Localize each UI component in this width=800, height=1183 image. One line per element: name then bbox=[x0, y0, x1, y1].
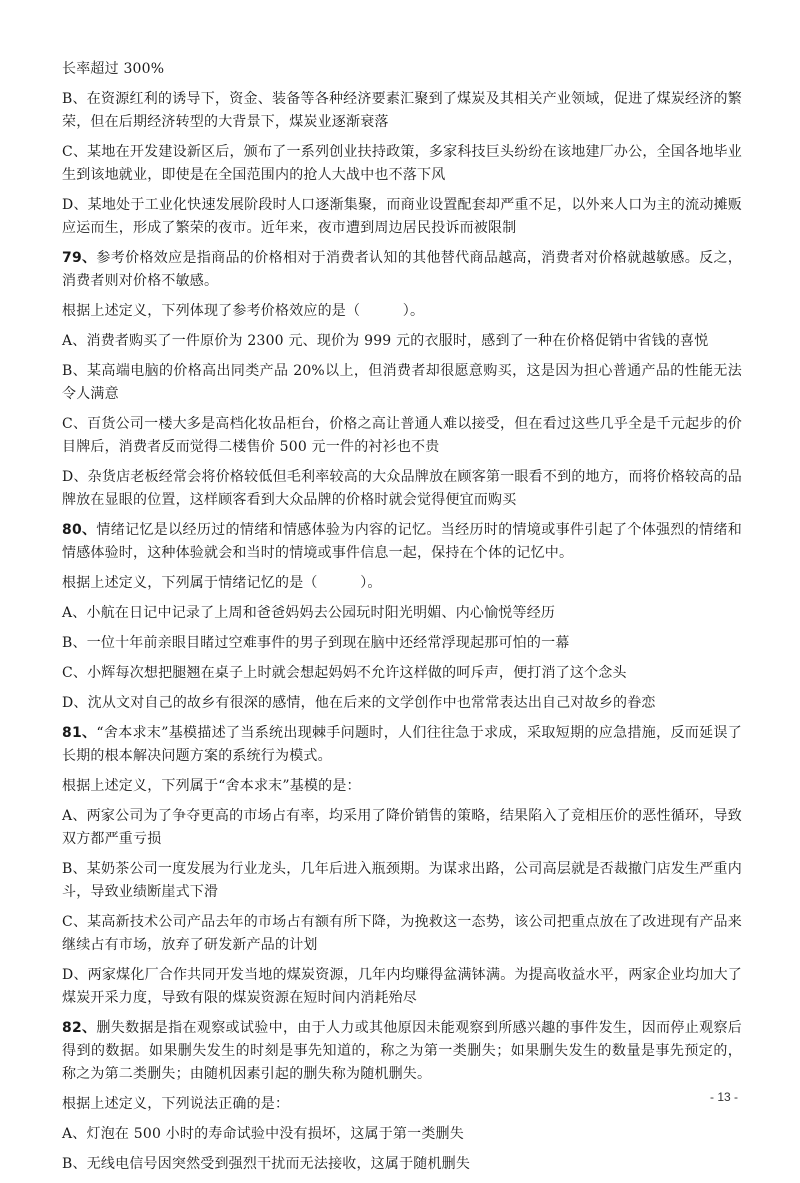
question-80-option-b: B、一位十年前亲眼目睹过空难事件的男子到现在脑中还经常浮现起那可怕的一幕 bbox=[62, 635, 570, 651]
page-number: - 13 - bbox=[709, 1090, 738, 1104]
question-number: 81、 bbox=[62, 725, 97, 741]
question-81-option-d: D、两家煤化厂合作共同开发当地的煤炭资源，几年内均赚得盆满钵满。为提高收益水平，两家企业均加大了煤炭开采力度，导致有限的煤炭资源在短时间内消耗殆尽 bbox=[62, 967, 742, 1006]
option-c: C、某地在开发建设新区后，颁布了一系列创业扶持政策，多家科技巨头纷纷在该地建厂办公，全国各地毕业生到该地就业，即使是在全国范围内的抢人大战中也不落下风 bbox=[62, 144, 742, 183]
question-text: 删失数据是指在观察或试验中，由于人力或其他原因未能观察到所感兴趣的事件发生，因而停止观察后得到的数据。如果删失发生的时刻是事先知道的，称之为第一类删失；如果删失发生的数量是事先预定的，称之为第二类删失；由随机因素引起的删失称为随机删失。 bbox=[62, 1020, 742, 1082]
question-number: 79、 bbox=[62, 250, 97, 266]
question-79-stem bbox=[62, 247, 742, 293]
question-79-option-d: D、杂货店老板经常会将价格较低但毛利率较高的大众品牌放在顾客第一眼看不到的地方，而将价格较高的品牌放在显眼的位置，这样顾客看到大众品牌的价格时就会觉得便宜而购买 bbox=[62, 469, 742, 508]
question-text: 情绪记忆是以经历过的情绪和情感体验为内容的记忆。当经历时的情境或事件引起了个体强烈的情绪和情感体验时，这种体验就会和当时的情境或事件信息一起，保持在个体的记忆中。 bbox=[62, 522, 742, 561]
question-80-option-d: D、沈从文对自己的故乡有很深的感情，他在后来的文学创作中也常常表达出自己对故乡的眷恋 bbox=[62, 695, 656, 711]
question-81-option-b: B、某奶茶公司一度发展为行业龙头，几年后进入瓶颈期。为谋求出路，公司高层就是否裁撤门店发生严重内斗，导致业绩断崖式下滑 bbox=[62, 861, 742, 900]
question-81-option-c: C、某高新技术公司产品去年的市场占有额有所下降，为挽救这一态势，该公司把重点放在了改进现有产品来继续占有市场，放弃了研发新产品的计划 bbox=[62, 914, 742, 953]
question-80-ask: 根据上述定义，下列属于情绪记忆的是（ ）。 bbox=[62, 575, 382, 591]
question-text: “舍本求末”基模描述了当系统出现棘手问题时，人们往往急于求成，采取短期的应急措施，反而延误了长期的根本解决问题方案的系统行为模式。 bbox=[62, 725, 742, 764]
question-82-option-a: A、灯泡在 500 小时的寿命试验中没有损坏，这属于第一类删失 bbox=[62, 1126, 464, 1142]
option-d: D、某地处于工业化快速发展阶段时人口逐渐集聚，而商业设置配套却严重不足，以外来人口为主的流动摊贩应运而生，形成了繁荣的夜市。近年来，夜市遭到周边居民投诉而被限制 bbox=[62, 197, 742, 236]
question-number: 80、 bbox=[62, 522, 97, 538]
question-82-ask: 根据上述定义，下列说法正确的是： bbox=[62, 1096, 290, 1112]
question-79-option-c: C、百货公司一楼大多是高档化妆品柜台，价格之高让普通人难以接受，但在看过这些几乎全是千元起步的价目牌后，消费者反而觉得二楼售价 500 元一件的衬衫也不贵 bbox=[62, 416, 742, 455]
question-81-ask: 根据上述定义，下列属于“舍本求末”基模的是： bbox=[62, 778, 361, 794]
question-80-stem bbox=[62, 519, 742, 565]
question-82-stem bbox=[62, 1017, 742, 1086]
option-a-continuation: 长率超过 300% bbox=[62, 61, 165, 77]
question-79-option-b: B、某高端电脑的价格高出同类产品 20%以上，但消费者却很愿意购买，这是因为担心普通产品的性能无法令人满意 bbox=[62, 363, 742, 402]
question-81-stem bbox=[62, 722, 742, 768]
question-text: 参考价格效应是指商品的价格相对于消费者认知的其他替代商品越高，消费者对价格就越敏感。反之，消费者则对价格不敏感。 bbox=[62, 250, 742, 289]
question-80-option-c: C、小辉每次想把腿翘在桌子上时就会想起妈妈不允许这样做的呵斥声，便打消了这个念头 bbox=[62, 665, 627, 681]
question-number: 82、 bbox=[62, 1020, 97, 1036]
document-page bbox=[62, 58, 742, 1183]
question-79-ask: 根据上述定义，下列体现了参考价格效应的是（ ）。 bbox=[62, 303, 425, 319]
question-79-option-a: A、消费者购买了一件原价为 2300 元、现价为 999 元的衣服时，感到了一种在价格促销中省钱的喜悦 bbox=[62, 333, 709, 349]
question-82-option-b: B、无线电信号因突然受到强烈干扰而无法接收，这属于随机删失 bbox=[62, 1156, 471, 1172]
question-81-option-a: A、两家公司为了争夺更高的市场占有率，均采用了降价销售的策略，结果陷入了竞相压价的恶性循环，导致双方都严重亏损 bbox=[62, 808, 742, 847]
question-80-option-a: A、小航在日记中记录了上周和爸爸妈妈去公园玩时阳光明媚、内心愉悦等经历 bbox=[62, 605, 556, 621]
option-b: B、在资源红利的诱导下，资金、装备等各种经济要素汇聚到了煤炭及其相关产业领域，促进了煤炭经济的繁荣，但在后期经济转型的大背景下，煤炭业逐渐衰落 bbox=[62, 91, 742, 130]
